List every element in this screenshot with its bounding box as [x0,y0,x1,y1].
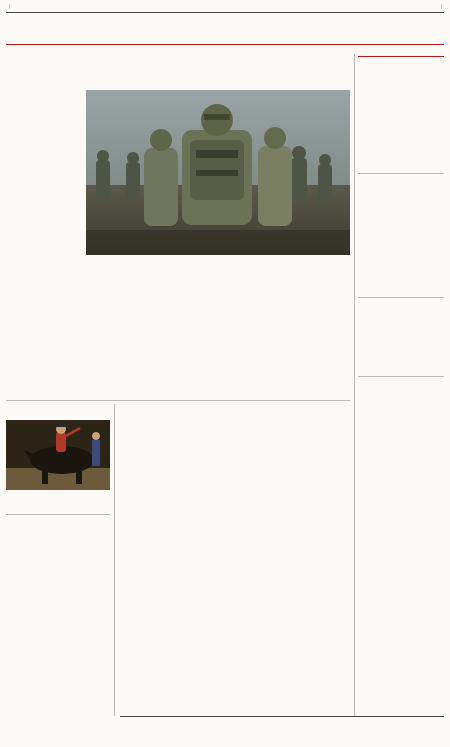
brief-item [358,176,444,294]
page-header: | | [9,4,442,10]
lead-column-2 [86,266,126,396]
maduro-column-3 [78,556,110,714]
maduro-column-2 [42,556,75,714]
rodeo-photo [6,420,110,490]
briefs-sidebar [358,54,444,493]
lead-column-3 [131,266,171,396]
shabaab-column-3 [236,442,290,714]
maduro-column-1 [6,556,39,714]
brief-item [358,60,444,170]
lead-column-4 [176,266,216,396]
shabaab-column-4 [294,442,350,704]
shabaab-column-2 [178,442,232,714]
lead-column-5 [221,266,261,396]
lead-column-6 [266,266,350,388]
shabaab-column-1 [120,448,174,714]
brief-item [358,301,444,373]
brief-body [358,176,444,294]
section-rule [6,44,444,45]
lead-column-1 [6,158,82,398]
brief-body [358,379,444,491]
brief-body [358,301,444,373]
brief-body [358,60,444,170]
brief-item [358,379,444,491]
lead-photo [86,90,350,255]
